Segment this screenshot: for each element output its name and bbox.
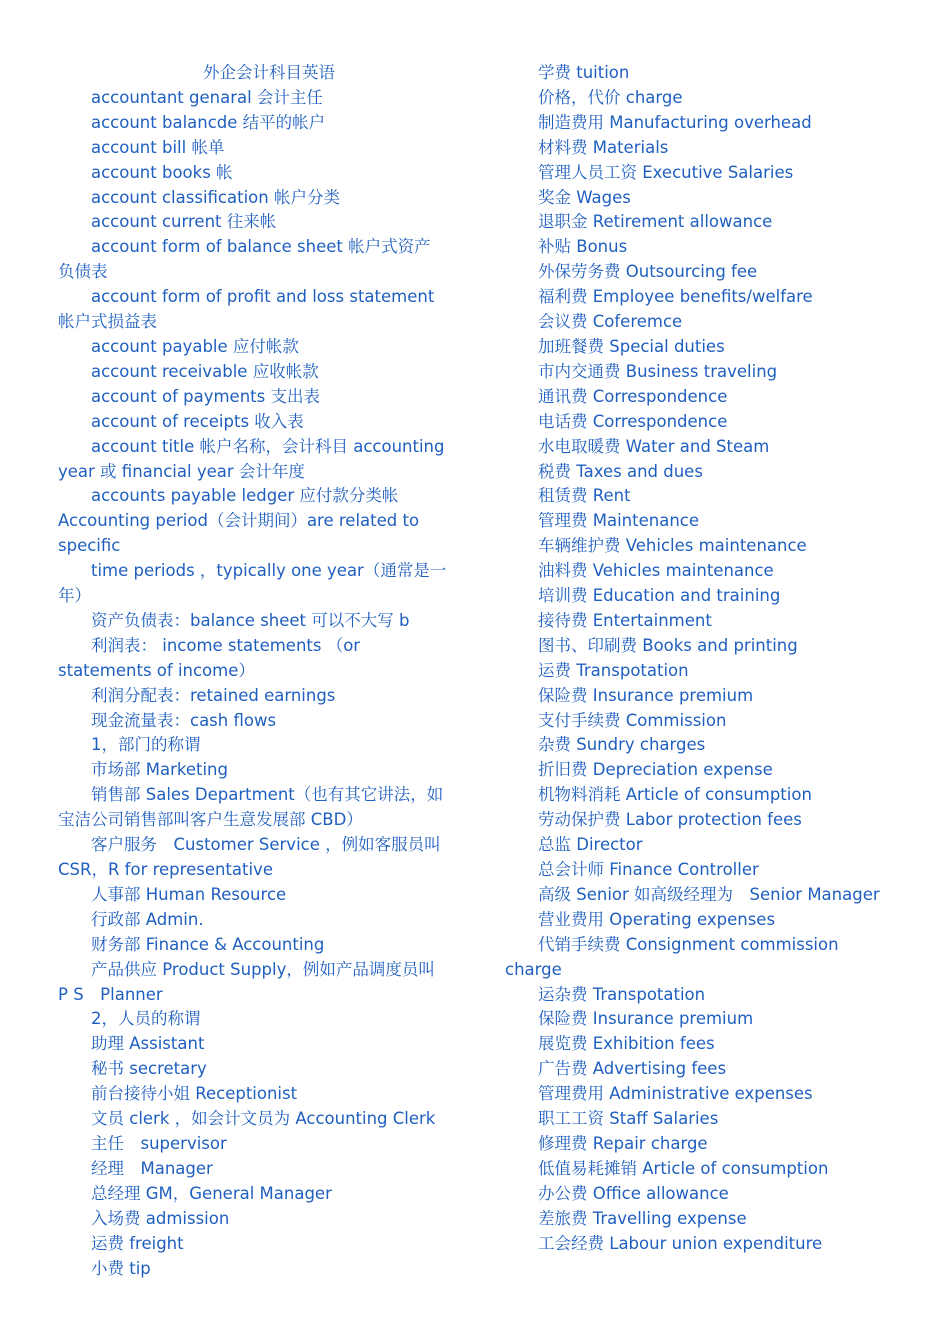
text-line: 利润分配表：retained earnings [91, 685, 336, 705]
text-line: time periods ，typically one year（通常是一 [91, 561, 447, 581]
text-line: 办公费 Office allowance [538, 1183, 729, 1203]
text-line: 行政部 Admin. [91, 909, 204, 929]
text-line: 接待费 Entertainment [538, 610, 712, 630]
text-line: 补贴 Bonus [538, 237, 628, 257]
text-line: 工会经费 Labour union expenditure [538, 1233, 823, 1253]
text-line: account payable 应付帐款 [91, 336, 299, 356]
text-line: 价格，代价 charge [538, 87, 683, 107]
text-line: 负债表 [58, 262, 108, 282]
text-line: account bill 帐单 [91, 137, 225, 157]
text-line: 保险费 Insurance premium [538, 685, 754, 705]
text-line: 代销手续费 Consignment commission [538, 934, 839, 954]
text-line: 运费 freight [91, 1233, 184, 1253]
text-line: 现金流量表：cash flows [91, 710, 277, 730]
text-line: 宝洁公司销售部叫客户生意发展部 CBD） [58, 810, 363, 830]
text-line: 经理 Manager [91, 1158, 213, 1178]
text-line: 保险费 Insurance premium [538, 1009, 754, 1029]
text-line: 材料费 Materials [538, 137, 669, 157]
right-column [505, 61, 905, 1257]
text-line: account receivable 应收帐款 [91, 361, 319, 381]
text-line: 劳动保护费 Labor protection fees [538, 810, 802, 830]
text-line: 学费 tuition [538, 63, 630, 82]
text-line: Accounting period（会计期间）are related to [58, 511, 420, 531]
text-line: 外保劳务费 Outsourcing fee [538, 262, 758, 282]
text-line: 杂费 Sundry charges [538, 735, 706, 755]
text-line: 主任 supervisor [91, 1133, 227, 1153]
text-line: 油料费 Vehicles maintenance [538, 561, 774, 581]
text-line: 会议费 Coferemce [538, 312, 683, 332]
text-line: 广告费 Advertising fees [538, 1059, 727, 1079]
text-line: 奖金 Wages [538, 187, 631, 207]
text-line: 加班餐费 Special duties [538, 336, 725, 356]
text-line: 营业费用 Operating expenses [538, 909, 776, 929]
text-line: 利润表： income statements （or [91, 635, 361, 655]
text-line: CSR，R for representative [58, 860, 273, 879]
text-line: 市内交通费 Business traveling [538, 361, 778, 381]
text-line: account form of balance sheet 帐户式资产 [91, 237, 431, 257]
text-line: account balancde 结平的帐户 [91, 112, 326, 132]
document-title: 外企会计科目英语 [203, 63, 335, 82]
text-line: year 或 financial year 会计年度 [58, 461, 305, 481]
text-line: 总监 Director [538, 835, 643, 855]
text-line: 文员 clerk ，如会计文员为 Accounting Clerk [91, 1109, 436, 1129]
text-line: 客户服务 Customer Service ，例如客服员叫 [91, 835, 441, 855]
text-line: 通讯费 Correspondence [538, 386, 728, 406]
text-line: specific [58, 536, 121, 556]
text-line: 职工工资 Staff Salaries [538, 1109, 719, 1129]
text-line: account of payments 支出表 [91, 386, 320, 406]
left-column [58, 61, 450, 1281]
text-line: 支付手续费 Commission [538, 710, 727, 730]
text-line: 管理人员工资 Executive Salaries [538, 162, 794, 182]
text-line: statements of income） [58, 660, 255, 680]
text-line: 运杂费 Transpotation [538, 984, 706, 1004]
text-line: 展览费 Exhibition fees [538, 1034, 715, 1054]
text-line: 销售部 Sales Department（也有其它讲法，如 [91, 785, 444, 805]
text-line: 高级 Senior 如高级经理为 Senior Manager [538, 884, 880, 904]
text-line: accounts payable ledger 应付款分类帐 [91, 486, 399, 506]
text-line: 图书、印刷费 Books and printing [538, 635, 798, 655]
text-line: account form of profit and loss statement [91, 287, 435, 307]
text-line: 年） [58, 586, 91, 606]
text-line: 入场费 admission [91, 1208, 230, 1228]
text-line: 运费 Transpotation [538, 660, 689, 680]
text-line: 低值易耗摊销 Article of consumption [538, 1158, 829, 1178]
text-line: 总经理 GM，General Manager [91, 1183, 332, 1203]
text-line: 秘书 secretary [91, 1059, 207, 1079]
text-line: 税费 Taxes and dues [538, 461, 703, 481]
text-line: 管理费 Maintenance [538, 511, 700, 531]
text-line: 机物料消耗 Article of consumption [538, 785, 812, 805]
text-line: 租赁费 Rent [538, 486, 631, 506]
text-line: 市场部 Marketing [91, 760, 228, 780]
section-heading: 2，人员的称谓 [91, 1009, 201, 1029]
text-line: 制造费用 Manufacturing overhead [538, 112, 812, 132]
text-line: accountant genaral 会计主任 [91, 87, 323, 107]
text-line: 帐户式损益表 [58, 312, 157, 332]
text-line: account books 帐 [91, 162, 233, 182]
text-line: 资产负债表：balance sheet 可以不大写 b [91, 610, 410, 630]
text-line: account title 帐户名称，会计科目 accounting [91, 436, 445, 456]
text-line: P S Planner [58, 984, 163, 1004]
text-line: account classification 帐户分类 [91, 187, 340, 207]
text-line: 折旧费 Depreciation expense [538, 760, 773, 780]
text-line: 电话费 Correspondence [538, 411, 728, 431]
text-line: 水电取暖费 Water and Steam [538, 436, 770, 456]
text-line: 前台接待小姐 Receptionist [91, 1084, 298, 1104]
section-heading: 1，部门的称谓 [91, 735, 201, 755]
text-line: 差旅费 Travelling expense [538, 1208, 747, 1228]
text-line: 人事部 Human Resource [91, 884, 287, 904]
text-line: 培训费 Education and training [538, 586, 781, 606]
text-line: 小费 tip [91, 1258, 151, 1278]
text-line: 管理费用 Administrative expenses [538, 1084, 813, 1104]
text-line: 产品供应 Product Supply，例如产品调度员叫 [91, 959, 435, 979]
text-line: 福利费 Employee benefits/welfare [538, 287, 813, 307]
text-line: charge [505, 959, 562, 979]
text-line: 助理 Assistant [91, 1034, 205, 1054]
text-line: account of receipts 收入表 [91, 411, 304, 431]
text-line: account current 往来帐 [91, 212, 277, 232]
text-line: 总会计师 Finance Controller [538, 860, 759, 879]
text-line: 车辆维护费 Vehicles maintenance [538, 536, 807, 556]
text-line: 财务部 Finance & Accounting [91, 934, 325, 954]
text-line: 修理费 Repair charge [538, 1133, 708, 1153]
text-line: 退职金 Retirement allowance [538, 212, 773, 232]
